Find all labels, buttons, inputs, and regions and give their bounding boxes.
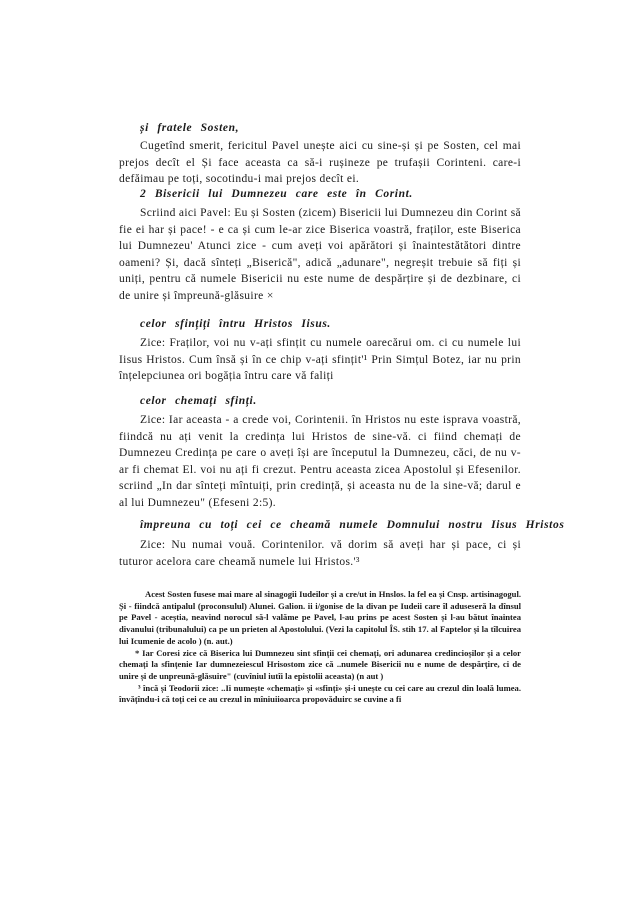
section-heading-1: și fratele Sosten,	[140, 122, 240, 134]
section-paragraph-2: Scriind aici Pavel: Eu și Sosten (zicem) Bisericii lui Dumnezeu din Corint să fie ei har și pace! - e ca și cum le-ar zice Biserica voastră, fraților, este Biserica lui Dumnezeu' Atunci zice - cum aveți voi apărători și înaintestătători dintre oameni? Și, dacă sînteți „Biserică", adică „adunare", negreșit trebuie să fiți și uniți, pentru că numele Bisericii nu este nume de despărțire și de dezbinare, ci de unire și împreună-glăsuire ×	[119, 207, 521, 302]
section-paragraph-4: Zice: Iar aceasta - a crede voi, Corintenii. în Hristos nu este isprava voastră, fiindcă nu ați venit la credința lui Hristos de sine-vă. ci fiind chemați de Dumnezeu Credința pe care o aveți își are începutul la Dumnezeu, căci, de nu v-ar fi chemat El. voi nu ați fi crezut. Pentru aceasta zicea Apostolul și Efesenilor. scriind „In dar sînteți mîntuiți, prin credință, și aceasta nu de la sine-vă; darul e al lui Dumnezeu" (Efeseni 2:5).	[119, 414, 521, 509]
section-heading-4: celor chemați sfinți.	[140, 395, 257, 407]
footnotes	[119, 589, 521, 706]
section-heading-2: 2 Bisericii lui Dumnezeu care este în Corint.	[140, 188, 413, 200]
section-heading-3: celor sfințiți întru Hristos Iisus.	[140, 318, 331, 330]
footnote-2: * Iar Coresi zice că Biserica lui Dumnezeu sint sfinții cei chemați, ori adunarea credincioșilor și a celor chemați la sfințenie Iar dumnezeiescul Hrisostom zice că ..numele Bisericii nu e nume de despărțire, ci de unire și de unpreună-glăsuire" (cuvîniul iutîi la epistolii aceasta) (n aut )	[119, 647, 521, 681]
footnote-3: ³ încă și Teodorii zice: ..Ii numește «chemați» și «sfinți» și-i unește cu cei care au crezul din loală lumea. învățîndu-i că toți cei ce au crezul in mîniuiioarca propovăduirc se cuvine a fi	[119, 682, 521, 705]
section-paragraph-3: Zice: Fraților, voi nu v-ați sfințit cu numele oarecărui om. ci cu numele lui Iisus Hristos. Cum însă și în ce chip v-ați sfințit'¹ Prin Simțul Botez, iar nu prin înțelepciunea ori bogăția întru care vă faliți	[119, 337, 521, 383]
footnote-1: Acest Sosten fusese mai mare al sinagogii Iudeilor și a cre/ut in Hnslos. la fel ea și Cnsp. artisinagogul. Și - fiindcă antipalul (proconsulul) Alunei. Galion. ii i/gonise de la divan pe Iudeii care îl aduseseră la dînsul pe Pavel - aceștia, neavind norocul să-l valăme pe Pavel, l-au prins pe acest Sosten și l-au bătut înaintea divanului (tribunalului) ca pe un prieten al Apostolului. (Vezi la capitolul ÎS. stih 17. al Faptelor și la tîlcuirea lui Icumenie de acolo ) (n. aut.)	[119, 589, 521, 646]
section-paragraph-5: Zice: Nu numai vouă. Corintenilor. vă dorim să aveți har și pace, ci și tuturor acelora care cheamă numele lui Hristos.'³	[119, 539, 521, 568]
section-paragraph-1: Cugetînd smerit, fericitul Pavel unește aici cu sine-și și pe Sosten, cel mai prejos decît el Și face aceasta ca să-i rușineze pe trufașii Corinteni. care-i defăimau pe toți, socotindu-i mai prejos decît ei.	[119, 140, 521, 186]
section-heading-5: împreuna cu toți cei ce cheamă numele Domnului nostru Iisus Hristos	[140, 519, 565, 531]
